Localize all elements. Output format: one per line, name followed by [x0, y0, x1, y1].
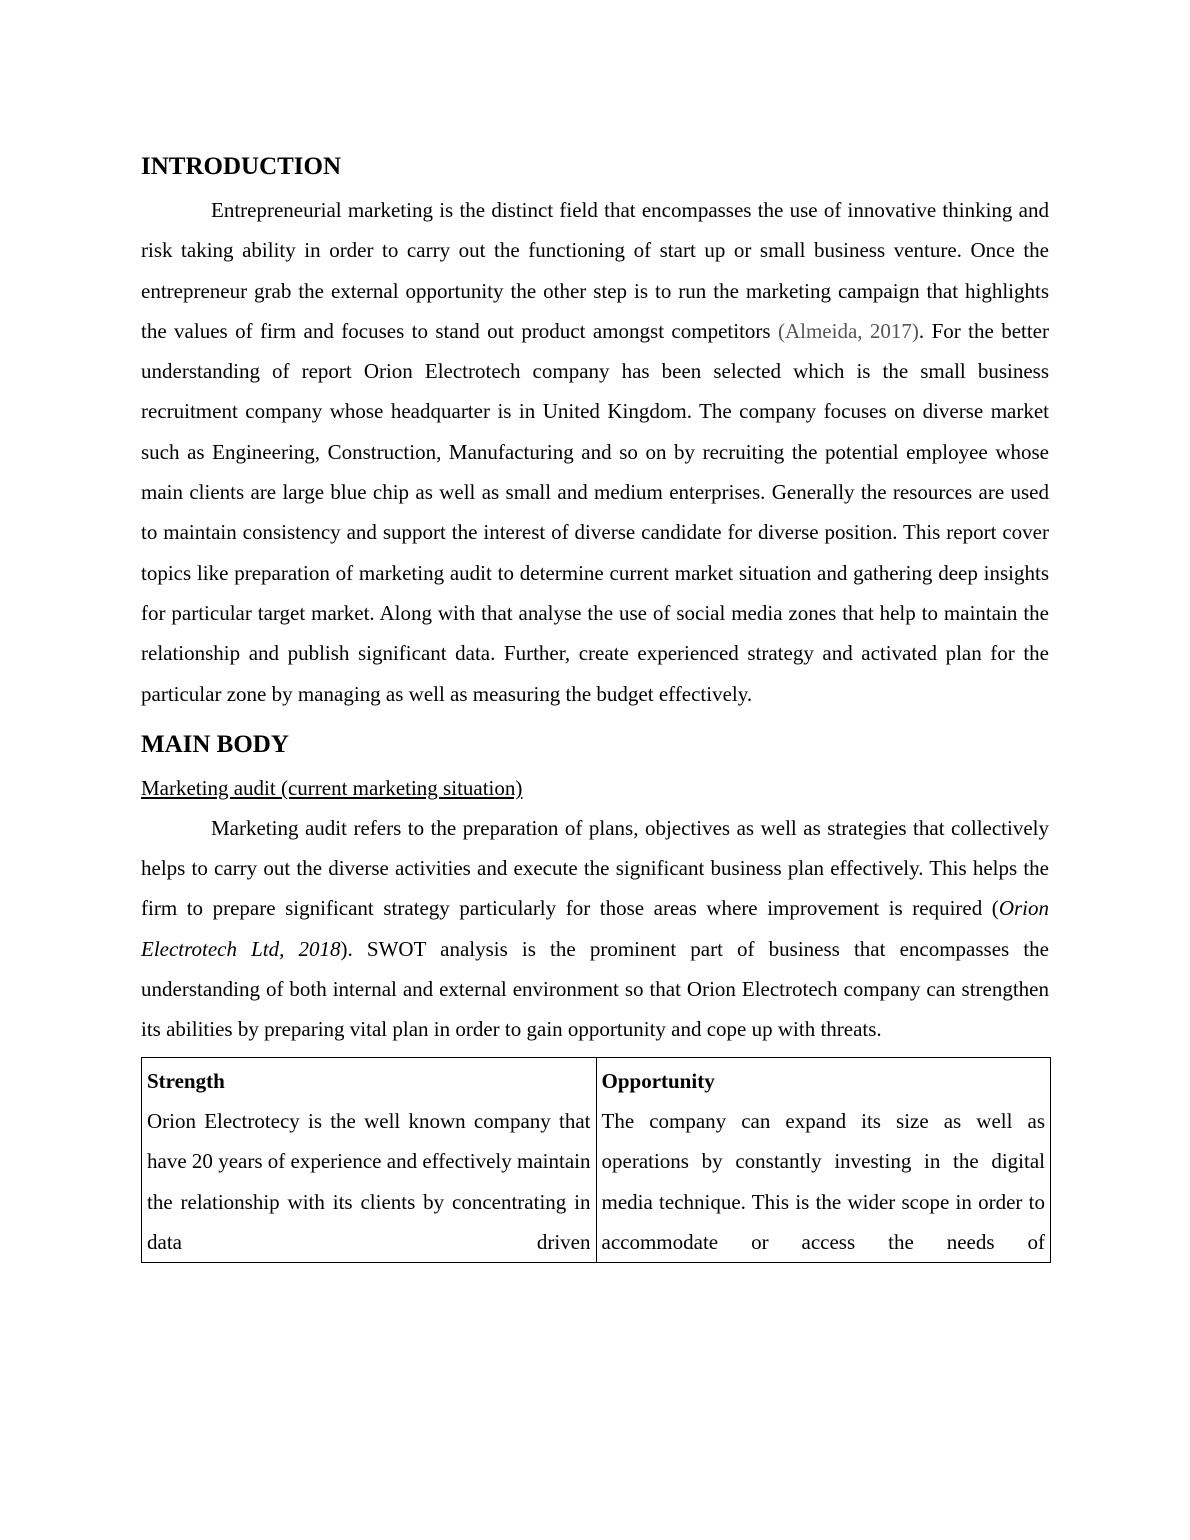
citation-almeida: (Almeida, 2017) [777, 318, 919, 343]
introduction-text-part-2: . For the better understanding of report Orion Electrotech company has been selected which is the small business recruitment company whose headquarter is in United Kingdom. The company focuses on diverse market such as Engineering, Construction, Manufacturing and so on by recruiting the potential employee whose main clients are large blue chip as well as small and medium enterprises. Generally the resources are used to maintain consistency and support the interest of diverse candidate for diverse position. This report cover topics like preparation of marketing audit to determine current market situation and gathering deep insights for particular target market. Along with that analyse the use of social media zones that help to maintain the relationship and publish significant data. Further, create experienced strategy and activated plan for the particular zone by managing as well as measuring the budget effectively. [141, 318, 1049, 706]
opportunity-cell [596, 1057, 1051, 1262]
swot-row [142, 1057, 1051, 1262]
marketing-audit-text-part-1: Marketing audit refers to the preparation of plans, objectives as well as strategies that collectively helps to carry out the diverse activities and execute the significant business plan effectively. This helps the firm to prepare significant strategy particularly for those areas where improvement is required ( [141, 815, 1049, 921]
introduction-paragraph [141, 190, 1049, 714]
opportunity-title: Opportunity [601, 1068, 715, 1093]
marketing-audit-text-part-2: ). SWOT analysis is the prominent part of business that encompasses the understanding of both internal and external environment so that Orion Electrotech company can strengthen its abilities by preparing vital plan in order to gain opportunity and cope up with threats. [141, 936, 1049, 1042]
citation-orion: Orion Electrotech Ltd, 2018 [141, 896, 1049, 961]
strength-cell [142, 1057, 597, 1262]
introduction-heading: INTRODUCTION [141, 153, 342, 180]
document-page [141, 150, 1049, 1263]
introduction-text-part-1: Entrepreneurial marketing is the distinct field that encompasses the use of innovative thinking and risk taking ability in order to carry out the functioning of start up or small business venture. Once the entrepreneur grab the external opportunity the other step is to run the marketing campaign that highlights the values of firm and focuses to stand out product amongst competitors [141, 198, 1049, 343]
opportunity-text: The company can expand its size as well as operations by constantly investing in the digital media technique. This is the wider scope in order to accommodate or access the needs of [601, 1108, 1045, 1254]
strength-title: Strength [147, 1068, 225, 1093]
marketing-audit-subheading: Marketing audit (current marketing situation) [141, 775, 523, 800]
marketing-audit-paragraph [141, 808, 1049, 1050]
swot-table [141, 1057, 1051, 1263]
strength-text: Orion Electrotecy is the well known company that have 20 years of experience and effectively maintain the relationship with its clients by concentrating in data driven [147, 1108, 591, 1254]
main-body-heading: MAIN BODY [141, 730, 289, 758]
